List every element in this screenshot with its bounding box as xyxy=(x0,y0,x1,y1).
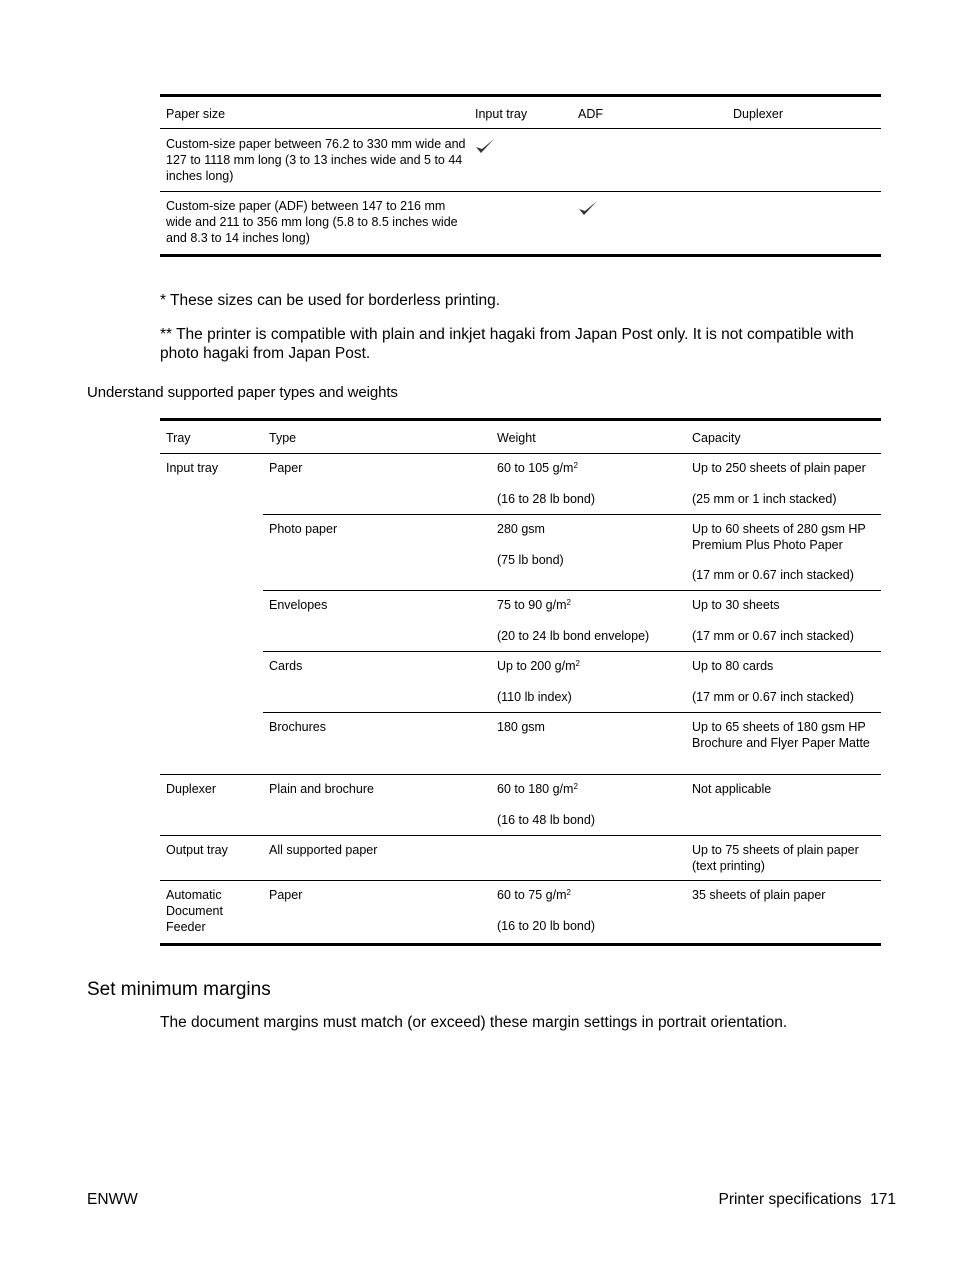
paper-size-table-header xyxy=(160,97,881,129)
row-divider xyxy=(160,774,881,775)
type-cell: Paper xyxy=(269,461,303,475)
capacity-cell: Up to 65 sheets of 180 gsm HP Brochure and Flyer Paper Matte xyxy=(692,720,870,750)
header-divider xyxy=(160,453,881,454)
paper-types-table xyxy=(160,418,881,946)
paper-size-cell: Custom-size paper between 76.2 to 330 mm wide and 127 to 1118 mm long (3 to 13 inches wide and 5 to 44 inches long) xyxy=(166,137,466,183)
capacity-alt-cell: (17 mm or 0.67 inch stacked) xyxy=(692,690,854,704)
weight-alt-cell: (16 to 28 lb bond) xyxy=(497,492,595,506)
header-capacity: Capacity xyxy=(692,431,741,445)
hagaki-note: ** The printer is compatible with plain and inkjet hagaki from Japan Post only. It is not compatible with photo hagaki from Japan Post. xyxy=(160,326,854,362)
paper-size-table xyxy=(160,94,881,257)
page-number: 171 xyxy=(870,1191,896,1208)
header-duplexer: Duplexer xyxy=(733,107,784,121)
footer-left: ENWW xyxy=(87,1191,138,1208)
table-row xyxy=(160,129,881,192)
footer-section-title: Printer specifications xyxy=(718,1191,862,1208)
type-cell: Envelopes xyxy=(269,598,328,612)
check-icon xyxy=(474,137,496,155)
weight-alt-cell: (16 to 48 lb bond) xyxy=(497,813,595,827)
header-tray: Tray xyxy=(166,431,191,445)
capacity-cell: Up to 30 sheets xyxy=(692,598,780,612)
type-cell: Cards xyxy=(269,659,303,673)
paper-size-cell: Custom-size paper (ADF) between 147 to 216 mm wide and 211 to 356 mm long (5.8 to 8.5 inches wide and 8.3 to 14 inches long) xyxy=(166,199,458,245)
weight-alt-cell: (75 lb bond) xyxy=(497,553,564,567)
header-type: Type xyxy=(269,431,297,445)
weight-alt-cell: (110 lb index) xyxy=(497,690,572,704)
header-weight: Weight xyxy=(497,431,536,445)
tray-cell: Duplexer xyxy=(166,782,217,796)
row-divider xyxy=(160,835,881,836)
weight-cell: 75 to 90 $g/m^2$ xyxy=(497,598,571,612)
capacity-cell: 35 sheets of plain paper xyxy=(692,888,826,902)
section-heading-margins: Set minimum margins xyxy=(87,979,271,1000)
type-cell: Plain and brochure xyxy=(269,782,374,796)
header-paper-size: Paper size xyxy=(166,107,226,121)
type-cell: Brochures xyxy=(269,720,326,734)
row-divider xyxy=(263,514,881,515)
type-cell: All supported paper xyxy=(269,843,378,857)
tray-cell: Automatic Document Feeder xyxy=(166,888,223,934)
type-cell: Paper xyxy=(269,888,303,902)
footer-right xyxy=(718,1191,896,1209)
capacity-cell: Not applicable xyxy=(692,782,772,796)
tray-cell: Output tray xyxy=(166,843,228,857)
section-heading-paper-types: Understand supported paper types and weights xyxy=(87,384,398,401)
capacity-cell: Up to 80 cards xyxy=(692,659,774,673)
capacity-alt-cell: (25 mm or 1 inch stacked) xyxy=(692,492,837,506)
table-row xyxy=(160,192,881,254)
weight-alt-cell: (16 to 20 lb bond) xyxy=(497,919,595,933)
capacity-cell: Up to 75 sheets of plain paper (text printing) xyxy=(692,843,859,873)
weight-cell: Up to 200 $g/m^2$ xyxy=(497,659,580,673)
borderless-note: * These sizes can be used for borderless printing. xyxy=(160,292,501,309)
capacity-cell: Up to 250 sheets of plain paper xyxy=(692,461,866,475)
row-divider xyxy=(263,712,881,713)
tray-cell: Input tray xyxy=(166,461,219,475)
weight-cell: 60 to 105 $g/m^2$ xyxy=(497,461,578,475)
type-cell: Photo paper xyxy=(269,522,338,536)
weight-cell: 60 to 180 $g/m^2$ xyxy=(497,782,578,796)
weight-alt-cell: (20 to 24 lb bond envelope) xyxy=(497,629,650,643)
weight-cell: 60 to 75 $g/m^2$ xyxy=(497,888,571,902)
row-divider xyxy=(263,590,881,591)
check-icon xyxy=(577,199,599,217)
capacity-cell: Up to 60 sheets of 280 gsm HP Premium Plus Photo Paper xyxy=(692,522,866,552)
capacity-alt-cell: (17 mm or 0.67 inch stacked) xyxy=(692,629,854,643)
header-adf: ADF xyxy=(578,107,603,121)
row-divider xyxy=(263,651,881,652)
header-input-tray: Input tray xyxy=(475,107,528,121)
margins-body: The document margins must match (or exceed) these margin settings in portrait orientation. xyxy=(160,1014,788,1031)
capacity-alt-cell: (17 mm or 0.67 inch stacked) xyxy=(692,568,854,582)
weight-cell: 280 gsm xyxy=(497,522,545,536)
weight-cell: 180 gsm xyxy=(497,720,545,734)
row-divider xyxy=(160,880,881,881)
